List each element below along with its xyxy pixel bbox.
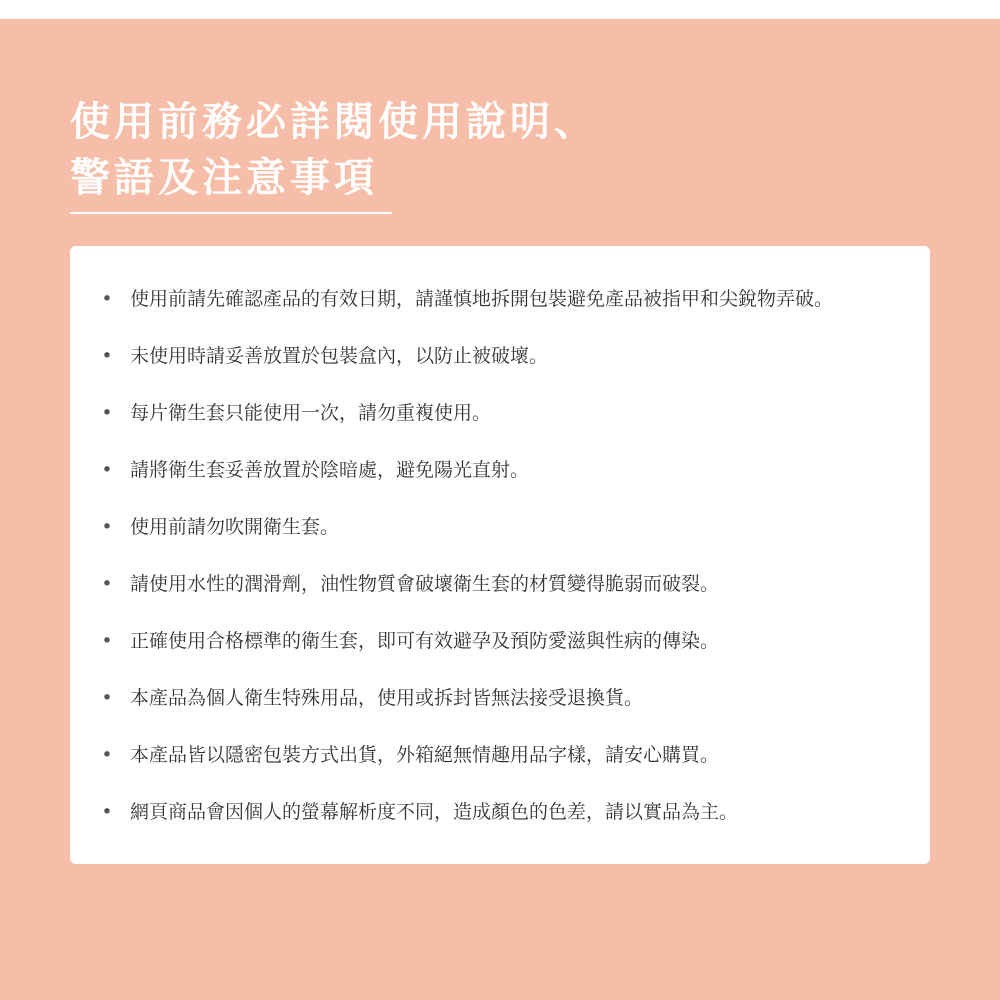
notice-text: 正確使用合格標準的衛生套，即可有效避孕及預防愛滋與性病的傳染。: [130, 630, 720, 652]
notice-item: [100, 683, 900, 713]
notice-list: [100, 284, 900, 854]
bullet-icon: •: [101, 516, 113, 538]
notice-text: 使用前請先確認產品的有效日期，請謹慎地拆開包裝避免產品被指甲和尖銳物弄破。: [130, 288, 834, 310]
notice-text: 請將衛生套妥善放置於陰暗處，避免陽光直射。: [130, 459, 530, 481]
notice-card: [70, 246, 930, 864]
notice-text: 網頁商品會因個人的螢幕解析度不同，造成顏色的色差，請以實品為主。: [130, 801, 739, 823]
bullet-icon: •: [101, 630, 113, 652]
notice-item: [100, 797, 900, 827]
page-title: [70, 94, 598, 206]
notice-page: [0, 19, 1000, 1000]
title-underline: [70, 212, 392, 214]
notice-item: [100, 626, 900, 656]
title-line-2: 警語及注意事項: [70, 155, 378, 201]
bullet-icon: •: [101, 402, 113, 424]
notice-text: 本產品為個人衛生特殊用品，使用或拆封皆無法接受退換貨。: [130, 687, 644, 709]
notice-item: [100, 284, 900, 314]
notice-item: [100, 455, 900, 485]
notice-text: 未使用時請妥善放置於包裝盒內，以防止被破壞。: [130, 345, 549, 367]
notice-item: [100, 512, 900, 542]
bullet-icon: •: [101, 687, 113, 709]
notice-item: [100, 341, 900, 371]
notice-text: 本產品皆以隱密包裝方式出貨，外箱絕無情趣用品字樣，請安心購買。: [130, 744, 720, 766]
bullet-icon: •: [101, 801, 113, 823]
notice-text: 使用前請勿吹開衛生套。: [130, 516, 340, 538]
bullet-icon: •: [101, 573, 113, 595]
notice-text: 請使用水性的潤滑劑，油性物質會破壞衛生套的材質變得脆弱而破裂。: [130, 573, 720, 595]
bullet-icon: •: [101, 288, 113, 310]
notice-item: [100, 740, 900, 770]
notice-text: 每片衛生套只能使用一次，請勿重複使用。: [130, 402, 492, 424]
bullet-icon: •: [101, 345, 113, 367]
bullet-icon: •: [101, 744, 113, 766]
notice-item: [100, 398, 900, 428]
bullet-icon: •: [101, 459, 113, 481]
title-line-1: 使用前務必詳閱使用說明、: [70, 99, 598, 145]
notice-item: [100, 569, 900, 599]
